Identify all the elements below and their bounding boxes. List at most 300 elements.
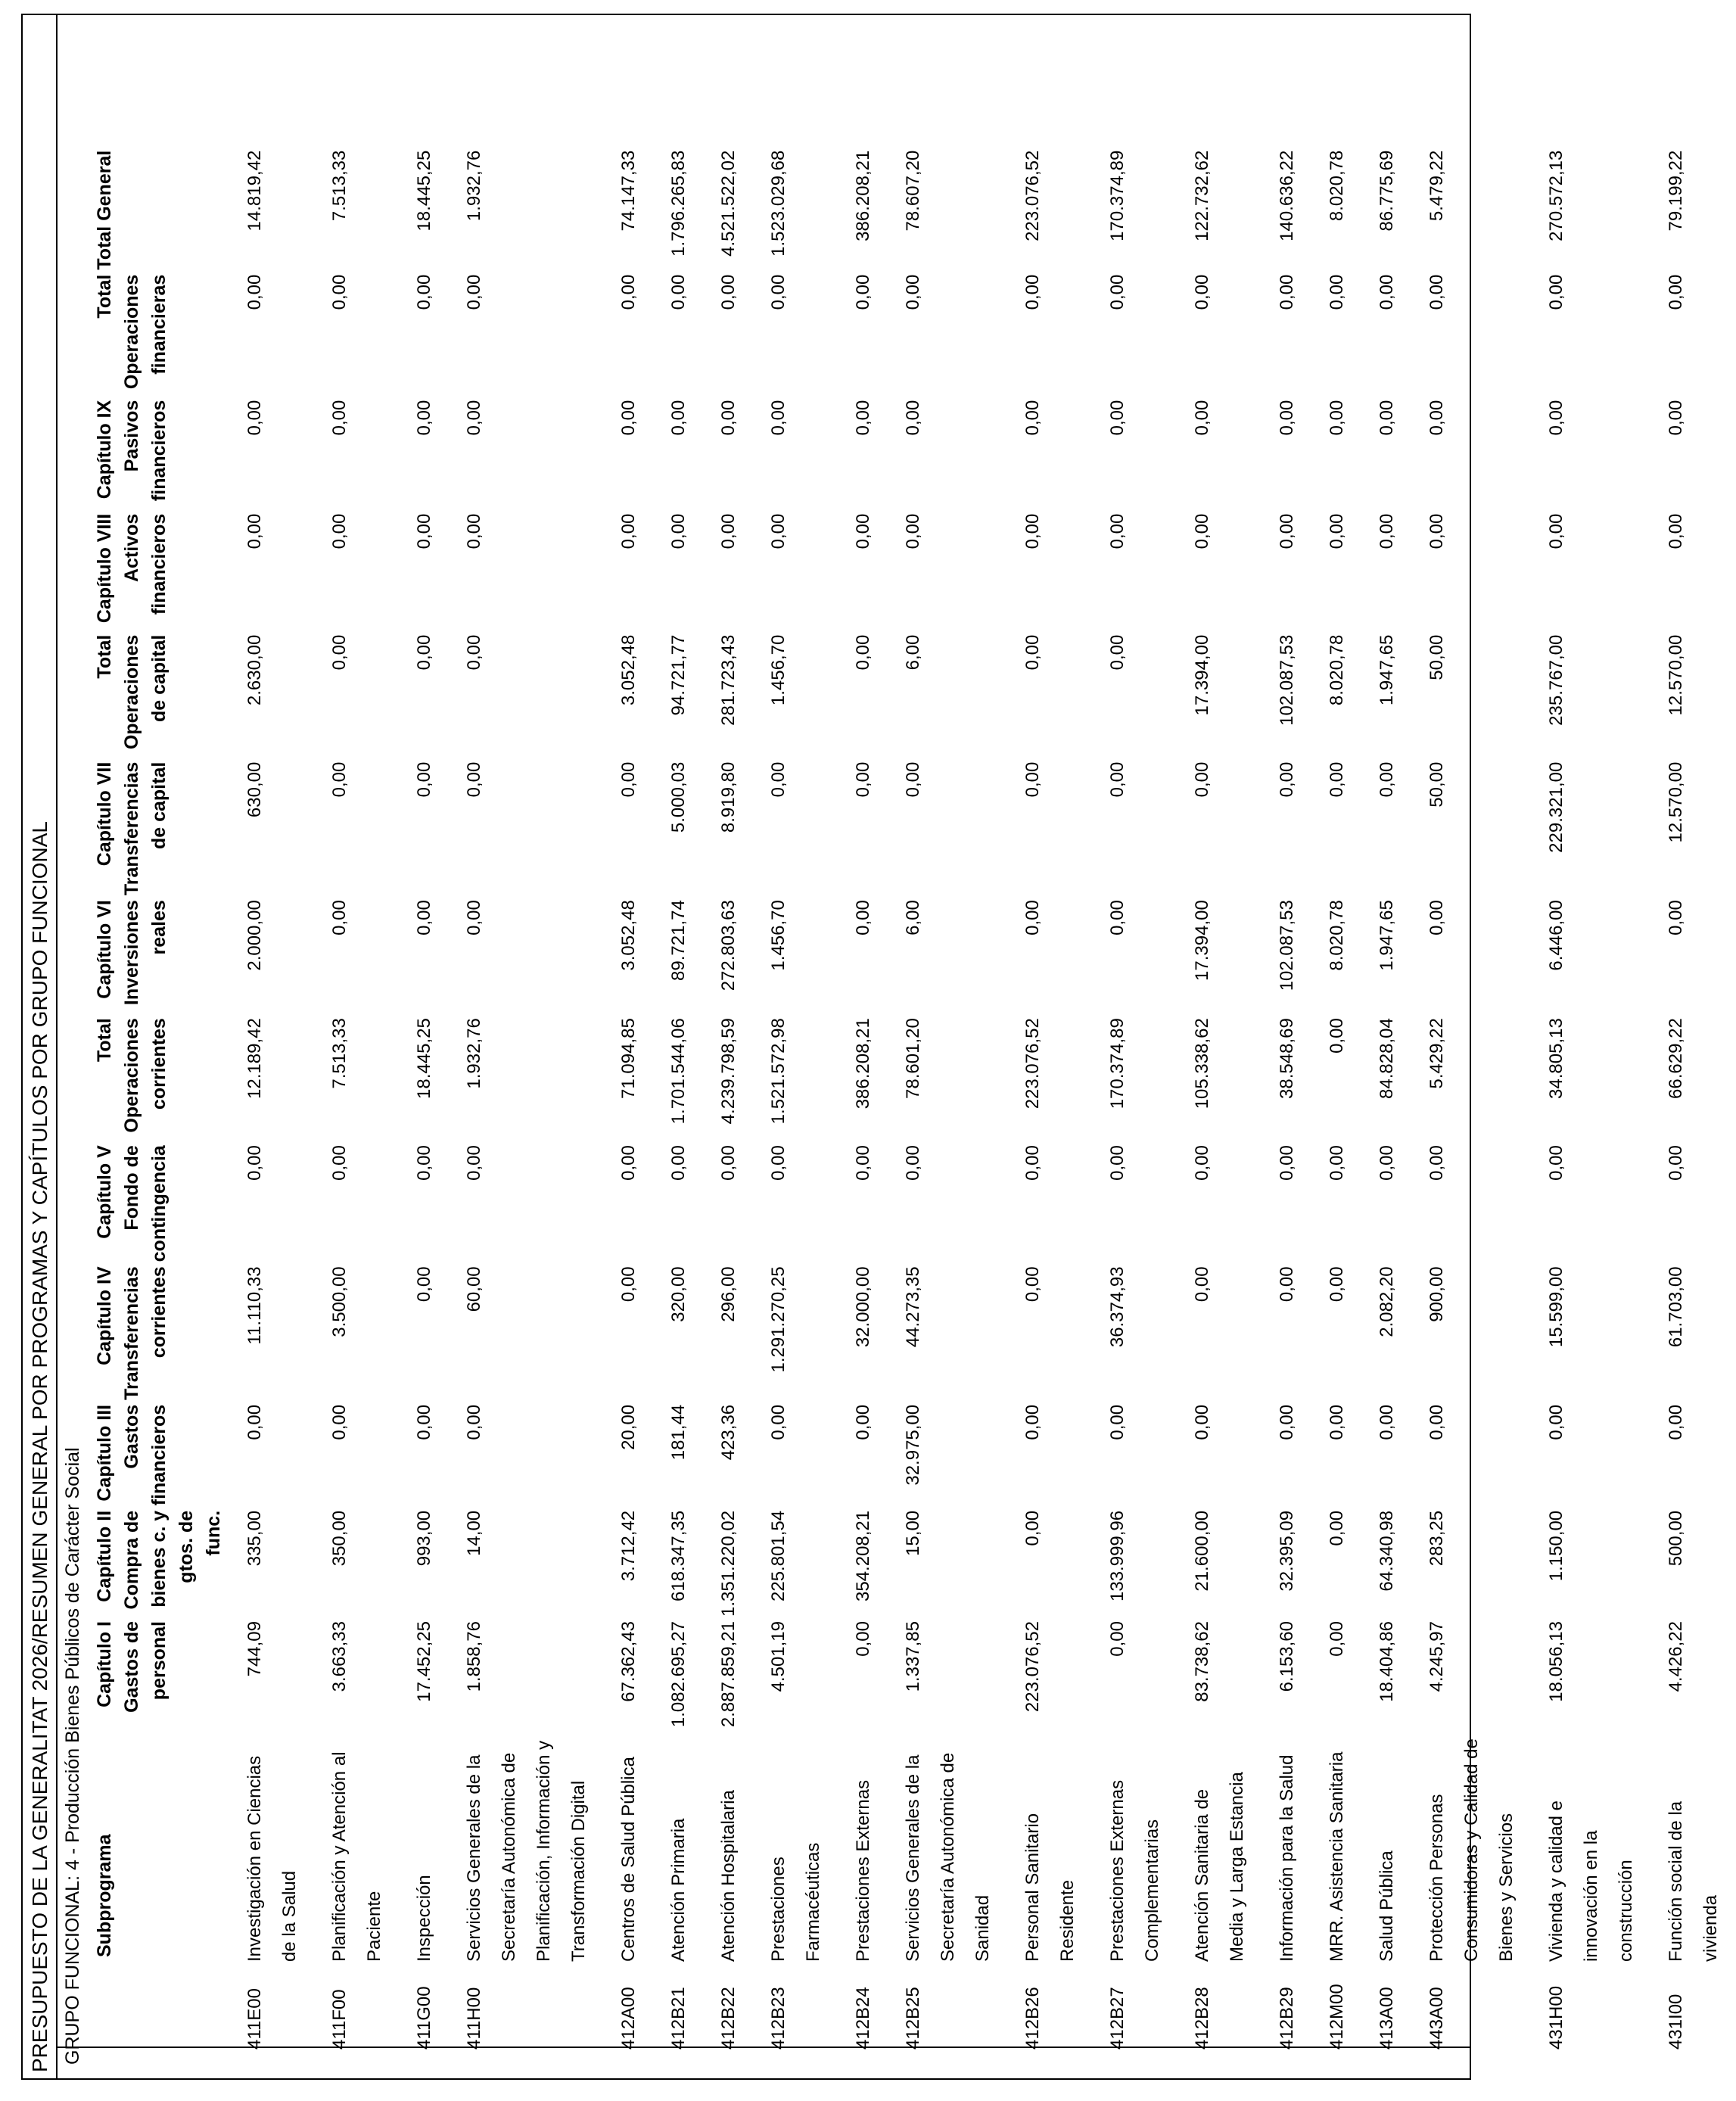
table-body <box>230 146 1736 2063</box>
table-row <box>888 146 1008 2063</box>
amount-cell: 1.932,76 <box>464 150 484 222</box>
amount-cell: 67.362,43 <box>618 1621 639 1702</box>
subprogram-code: 412A00 <box>618 1987 639 2050</box>
amount-cell: 0,00 <box>1426 400 1447 436</box>
subprogram-code: 412B25 <box>903 1987 923 2050</box>
amount-cell: 1.082.695,27 <box>668 1621 689 1728</box>
subprogram-name: Protección Personas Consumidoras y Calidad de Bienes y Servicios <box>1426 1738 1517 1962</box>
amount-cell: 0,00 <box>1277 1266 1297 1303</box>
amount-cell: 281.723,43 <box>718 634 739 726</box>
amount-cell: 3.052,48 <box>618 634 639 706</box>
subprogram-name: Planificación y Atención al Paciente <box>329 1751 384 1962</box>
amount-cell: 0,00 <box>1022 634 1043 671</box>
table-row <box>230 146 315 2063</box>
amount-cell: 0,00 <box>1192 1266 1212 1303</box>
amount-cell: 3.712,42 <box>618 1510 639 1582</box>
amount-cell: 0,00 <box>329 400 350 436</box>
amount-cell: 335,00 <box>244 1510 265 1567</box>
subprogram-code: 411G00 <box>414 1986 434 2050</box>
amount-cell: 0,00 <box>1192 274 1212 310</box>
amount-cell: 1.947,65 <box>1377 634 1397 706</box>
amount-cell: 0,00 <box>618 513 639 549</box>
amount-cell: 32.975,00 <box>903 1404 923 1486</box>
amount-cell: 15.599,00 <box>1546 1266 1566 1348</box>
amount-cell: 105.338,62 <box>1192 1018 1212 1110</box>
table-row <box>1651 146 1736 2063</box>
amount-cell: 0,00 <box>1426 274 1447 310</box>
amount-cell: 0,00 <box>1327 1018 1347 1054</box>
amount-cell: 0,00 <box>618 761 639 798</box>
subprogram-name: MRR. Asistencia Sanitaria <box>1327 1751 1347 1962</box>
amount-cell: 4.501,19 <box>768 1621 789 1692</box>
amount-cell: 0,00 <box>1666 900 1686 935</box>
subprogram-code: 411H00 <box>464 1987 484 2050</box>
amount-cell: 386.208,21 <box>853 150 873 241</box>
amount-cell: 15,00 <box>903 1510 923 1556</box>
amount-cell: 0,00 <box>244 513 265 549</box>
header-total-financieras: Total Operaciones financieras <box>94 274 170 390</box>
amount-cell: 0,00 <box>1192 1404 1212 1440</box>
header-cap6: Capítulo VI Inversiones reales <box>94 900 170 1006</box>
table-row <box>838 146 888 2063</box>
amount-cell: 320,00 <box>668 1266 689 1322</box>
header-cap3: Capítulo III Gastos financieros <box>94 1404 170 1506</box>
header-cap1: Capítulo I Gastos de personal <box>94 1621 170 1713</box>
amount-cell: 993,00 <box>414 1510 434 1567</box>
amount-cell: 272.803,63 <box>718 900 739 991</box>
amount-cell: 0,00 <box>1022 761 1043 798</box>
header-subprograma: Subprograma <box>94 1834 115 1957</box>
amount-cell: 0,00 <box>618 400 639 436</box>
table-row <box>704 146 754 2063</box>
subprogram-name: Servicios Generales de la Secretaría Autonómica de Planificación, Información y Transformación Digital <box>464 1740 589 1962</box>
amount-cell: 270.572,13 <box>1546 150 1566 241</box>
table-row <box>1532 146 1651 2063</box>
amount-cell: 0,00 <box>618 274 639 310</box>
amount-cell: 0,00 <box>1022 513 1043 549</box>
amount-cell: 0,00 <box>1426 1404 1447 1440</box>
amount-cell: 0,00 <box>464 1145 484 1181</box>
amount-cell: 229.321,00 <box>1546 761 1566 853</box>
amount-cell: 36.374,93 <box>1107 1266 1128 1348</box>
amount-cell: 0,00 <box>1327 1145 1347 1181</box>
amount-cell: 0,00 <box>853 274 873 310</box>
table-row <box>654 146 704 2063</box>
amount-cell: 8.919,80 <box>718 761 739 833</box>
amount-cell: 0,00 <box>414 900 434 935</box>
amount-cell: 0,00 <box>1666 274 1686 310</box>
subprogram-code: 411E00 <box>244 1988 265 2050</box>
amount-cell: 8.020,78 <box>1327 900 1347 971</box>
amount-cell: 0,00 <box>1022 1404 1043 1440</box>
amount-cell: 0,00 <box>618 1266 639 1303</box>
amount-cell: 0,00 <box>414 1404 434 1440</box>
amount-cell: 0,00 <box>1107 274 1128 310</box>
amount-cell: 0,00 <box>414 1266 434 1303</box>
amount-cell: 0,00 <box>718 274 739 310</box>
amount-cell: 0,00 <box>853 1404 873 1440</box>
amount-cell: 1.932,76 <box>464 1018 484 1089</box>
amount-cell: 0,00 <box>1327 513 1347 549</box>
amount-cell: 2.630,00 <box>244 634 265 706</box>
subprogram-name: Servicios Generales de la Secretaría Autonómica de Sanidad <box>903 1752 993 1962</box>
amount-cell: 94.721,77 <box>668 634 689 716</box>
header-cap4: Capítulo IV Transferencias corrientes <box>94 1266 170 1400</box>
amount-cell: 79.199,22 <box>1666 150 1686 232</box>
amount-cell: 64.340,98 <box>1377 1510 1397 1592</box>
amount-cell: 0,00 <box>1192 1145 1212 1181</box>
amount-cell: 0,00 <box>1022 400 1043 436</box>
subprogram-name: Personal Sanitario Residente <box>1022 1813 1078 1962</box>
amount-cell: 38.548,69 <box>1277 1018 1297 1099</box>
amount-cell: 6.153,60 <box>1277 1621 1297 1692</box>
header-total-corrientes: Total Operaciones corrientes <box>94 1018 170 1133</box>
table-row <box>1362 146 1412 2063</box>
amount-cell: 0,00 <box>718 1145 739 1181</box>
amount-cell: 6,00 <box>903 634 923 671</box>
subprogram-code: 412B22 <box>718 1987 739 2050</box>
amount-cell: 223.076,52 <box>1022 1621 1043 1713</box>
amount-cell: 84.828,04 <box>1377 1018 1397 1099</box>
amount-cell: 0,00 <box>1546 1404 1566 1440</box>
amount-cell: 0,00 <box>768 400 789 436</box>
amount-cell: 0,00 <box>903 1145 923 1181</box>
table-row <box>604 146 654 2063</box>
amount-cell: 0,00 <box>1377 274 1397 310</box>
amount-cell: 0,00 <box>464 900 484 935</box>
amount-cell: 71.094,85 <box>618 1018 639 1099</box>
amount-cell: 60,00 <box>464 1266 484 1312</box>
amount-cell: 0,00 <box>414 400 434 436</box>
amount-cell: 0,00 <box>1377 513 1397 549</box>
amount-cell: 3.663,33 <box>329 1621 350 1692</box>
subprogram-code: 412M00 <box>1327 1984 1347 2050</box>
amount-cell: 74.147,33 <box>618 150 639 232</box>
amount-cell: 500,00 <box>1666 1510 1686 1567</box>
amount-cell: 5.479,22 <box>1426 150 1447 222</box>
amount-cell: 0,00 <box>329 1404 350 1440</box>
amount-cell: 0,00 <box>464 634 484 671</box>
amount-cell: 0,00 <box>668 513 689 549</box>
amount-cell: 78.601,20 <box>903 1018 923 1099</box>
amount-cell: 0,00 <box>1022 1510 1043 1546</box>
amount-cell: 83.738,62 <box>1192 1621 1212 1702</box>
amount-cell: 0,00 <box>1107 1404 1128 1440</box>
amount-cell: 0,00 <box>768 1145 789 1181</box>
amount-cell: 1.456,70 <box>768 634 789 706</box>
header-total-capital: Total Operaciones de capital <box>94 634 170 750</box>
amount-cell: 2.887.859,21 <box>718 1621 739 1728</box>
amount-cell: 0,00 <box>1022 274 1043 310</box>
amount-cell: 0,00 <box>903 513 923 549</box>
table-row <box>1312 146 1362 2063</box>
subprogram-code: 412B23 <box>768 1987 789 2050</box>
amount-cell: 0,00 <box>464 513 484 549</box>
amount-cell: 1.291.270,25 <box>768 1266 789 1373</box>
amount-cell: 223.076,52 <box>1022 1018 1043 1110</box>
amount-cell: 21.600,00 <box>1192 1510 1212 1592</box>
amount-cell: 102.087,53 <box>1277 634 1297 726</box>
amount-cell: 0,00 <box>1022 1266 1043 1303</box>
amount-cell: 122.732,62 <box>1192 150 1212 241</box>
table-row <box>450 146 604 2063</box>
amount-cell: 17.452,25 <box>414 1621 434 1702</box>
subprogram-name: Vivienda y calidad e innovación en la construcción <box>1546 1800 1636 1962</box>
amount-cell: 6,00 <box>903 900 923 935</box>
amount-cell: 0,00 <box>1107 513 1128 549</box>
table-row <box>754 146 838 2063</box>
amount-cell: 12.570,00 <box>1666 634 1686 716</box>
amount-cell: 0,00 <box>853 900 873 935</box>
amount-cell: 0,00 <box>853 513 873 549</box>
amount-cell: 12.570,00 <box>1666 761 1686 843</box>
amount-cell: 5.000,03 <box>668 761 689 833</box>
amount-cell: 4.245,97 <box>1426 1621 1447 1692</box>
amount-cell: 0,00 <box>1426 1145 1447 1181</box>
amount-cell: 0,00 <box>1107 634 1128 671</box>
subprogram-code: 411F00 <box>329 1989 350 2050</box>
amount-cell: 1.523.029,68 <box>768 150 789 257</box>
table-row <box>1178 146 1262 2063</box>
amount-cell: 17.394,00 <box>1192 634 1212 716</box>
subprogram-name: Centros de Salud Pública <box>618 1757 639 1962</box>
amount-cell: 18.445,25 <box>414 1018 434 1099</box>
amount-cell: 8.020,78 <box>1327 150 1347 222</box>
amount-cell: 296,00 <box>718 1266 739 1322</box>
amount-cell: 0,00 <box>1327 761 1347 798</box>
amount-cell: 18.445,25 <box>414 150 434 232</box>
amount-cell: 32.395,09 <box>1277 1510 1297 1592</box>
subprogram-code: 412B29 <box>1277 1987 1297 2050</box>
header-code <box>88 1974 230 2063</box>
amount-cell: 0,00 <box>1107 400 1128 436</box>
report-title: PRESUPUESTO DE LA GENERALITAT 2026/RESUMEN GENERAL POR PROGRAMAS Y CAPÍTULOS POR GRUPO FUNCIONAL <box>23 15 58 2078</box>
amount-cell: 181,44 <box>668 1404 689 1461</box>
amount-cell: 18.056,13 <box>1546 1621 1566 1702</box>
amount-cell: 14.819,42 <box>244 150 265 232</box>
amount-cell: 0,00 <box>853 634 873 671</box>
amount-cell: 0,00 <box>1107 1145 1128 1181</box>
subprogram-name: Atención Primaria <box>668 1818 689 1962</box>
amount-cell: 0,00 <box>1107 900 1128 935</box>
table-row <box>1412 146 1532 2063</box>
subprogram-code: 412B28 <box>1192 1987 1212 2050</box>
amount-cell: 6.446,00 <box>1546 900 1566 971</box>
amount-cell: 0,00 <box>329 274 350 310</box>
table-row <box>400 146 450 2063</box>
amount-cell: 0,00 <box>1546 513 1566 549</box>
subprogram-name: Atención Hospitalaria <box>718 1790 739 1962</box>
header-cap8: Capítulo VIII Activos financieros <box>94 513 170 624</box>
amount-cell: 225.801,54 <box>768 1510 789 1601</box>
amount-cell: 0,00 <box>1192 761 1212 798</box>
amount-cell: 0,00 <box>1426 900 1447 935</box>
amount-cell: 32.000,00 <box>853 1266 873 1348</box>
subprogram-code: 412B24 <box>853 1987 873 2050</box>
amount-cell: 0,00 <box>668 400 689 436</box>
amount-cell: 0,00 <box>1546 274 1566 310</box>
amount-cell: 0,00 <box>1546 400 1566 436</box>
table-row <box>1008 146 1093 2063</box>
subprogram-name: Prestaciones Externas <box>853 1779 873 1962</box>
subprogram-name: Prestaciones Externas Complementarias <box>1107 1779 1162 1962</box>
amount-cell: 0,00 <box>768 513 789 549</box>
header-row <box>88 146 230 2063</box>
amount-cell: 0,00 <box>414 513 434 549</box>
table-row <box>1262 146 1312 2063</box>
amount-cell: 86.775,69 <box>1377 150 1397 232</box>
subprogram-name: Inspección <box>414 1875 434 1962</box>
amount-cell: 0,00 <box>853 400 873 436</box>
amount-cell: 14,00 <box>464 1510 484 1556</box>
amount-cell: 0,00 <box>414 274 434 310</box>
amount-cell: 0,00 <box>244 274 265 310</box>
amount-cell: 0,00 <box>1546 1145 1566 1181</box>
amount-cell: 630,00 <box>244 761 265 818</box>
amount-cell: 78.607,20 <box>903 150 923 232</box>
amount-cell: 11.110,33 <box>244 1266 265 1345</box>
amount-cell: 0,00 <box>718 400 739 436</box>
subprogram-code: 431H00 <box>1546 1985 1566 2050</box>
amount-cell: 618.347,35 <box>668 1510 689 1601</box>
amount-cell: 1.858,76 <box>464 1621 484 1692</box>
amount-cell: 0,00 <box>618 1145 639 1181</box>
amount-cell: 0,00 <box>1022 900 1043 935</box>
amount-cell: 3.500,00 <box>329 1266 350 1337</box>
amount-cell: 7.513,33 <box>329 1018 350 1089</box>
amount-cell: 133.999,96 <box>1107 1510 1128 1601</box>
amount-cell: 0,00 <box>244 1404 265 1440</box>
amount-cell: 0,00 <box>718 513 739 549</box>
amount-cell: 0,00 <box>1277 513 1297 549</box>
amount-cell: 0,00 <box>1327 400 1347 436</box>
amount-cell: 0,00 <box>1666 1404 1686 1440</box>
subprogram-code: 412B26 <box>1022 1987 1043 2050</box>
amount-cell: 4.426,22 <box>1666 1621 1686 1692</box>
amount-cell: 0,00 <box>329 900 350 935</box>
amount-cell: 0,00 <box>1666 513 1686 549</box>
subprogram-code: 431I00 <box>1666 1994 1686 2050</box>
amount-cell: 170.374,89 <box>1107 1018 1128 1110</box>
header-cap5: Capítulo V Fondo de contingencia <box>94 1145 170 1262</box>
amount-cell: 0,00 <box>768 761 789 798</box>
amount-cell: 0,00 <box>464 761 484 798</box>
amount-cell: 66.629,22 <box>1666 1018 1686 1099</box>
amount-cell: 2.082,20 <box>1377 1266 1397 1337</box>
amount-cell: 0,00 <box>329 761 350 798</box>
amount-cell: 1.521.572,98 <box>768 1018 789 1125</box>
header-total-general: Total General <box>94 150 115 270</box>
amount-cell: 0,00 <box>464 1404 484 1440</box>
amount-cell: 0,00 <box>1666 1145 1686 1181</box>
amount-cell: 0,00 <box>1277 761 1297 798</box>
amount-cell: 900,00 <box>1426 1266 1447 1322</box>
amount-cell: 7.513,33 <box>329 150 350 222</box>
amount-cell: 3.052,48 <box>618 900 639 971</box>
amount-cell: 1.701.544,06 <box>668 1018 689 1125</box>
amount-cell: 34.805,13 <box>1546 1018 1566 1099</box>
amount-cell: 0,00 <box>329 513 350 549</box>
amount-cell: 1.456,70 <box>768 900 789 971</box>
header-cap2: Capítulo II Compra de bienes c. y gtos. de func. <box>94 1510 224 1610</box>
amount-cell: 0,00 <box>1327 1621 1347 1657</box>
amount-cell: 0,00 <box>1022 1145 1043 1181</box>
amount-cell: 0,00 <box>414 634 434 671</box>
amount-cell: 0,00 <box>853 1145 873 1181</box>
amount-cell: 0,00 <box>414 761 434 798</box>
subprogram-name: Función social de la vivienda <box>1666 1801 1721 1962</box>
amount-cell: 386.208,21 <box>853 1018 873 1110</box>
amount-cell: 0,00 <box>1107 761 1128 798</box>
amount-cell: 17.394,00 <box>1192 900 1212 981</box>
amount-cell: 0,00 <box>1666 400 1686 436</box>
subprogram-code: 412B21 <box>668 1987 689 2050</box>
header-cap7: Capítulo VII Transferencias de capital <box>94 761 170 896</box>
amount-cell: 0,00 <box>1377 400 1397 436</box>
amount-cell: 0,00 <box>414 1145 434 1181</box>
amount-cell: 12.189,42 <box>244 1018 265 1099</box>
header-cap9: Capítulo IX Pasivos financieros <box>94 400 170 502</box>
amount-cell: 744,09 <box>244 1621 265 1677</box>
amount-cell: 0,00 <box>1327 1404 1347 1440</box>
amount-cell: 170.374,89 <box>1107 150 1128 241</box>
amount-cell: 0,00 <box>853 761 873 798</box>
amount-cell: 0,00 <box>1426 513 1447 549</box>
subprogram-name: Atención Sanitaria de Media y Larga Estancia <box>1192 1772 1247 1962</box>
amount-cell: 18.404,86 <box>1377 1621 1397 1702</box>
amount-cell: 0,00 <box>464 274 484 310</box>
amount-cell: 0,00 <box>1277 1404 1297 1440</box>
subprogram-code: 413A00 <box>1377 1987 1397 2050</box>
amount-cell: 0,00 <box>903 400 923 436</box>
amount-cell: 0,00 <box>903 274 923 310</box>
amount-cell: 0,00 <box>244 400 265 436</box>
amount-cell: 44.273,35 <box>903 1266 923 1348</box>
report-frame <box>21 14 1721 2080</box>
amount-cell: 0,00 <box>329 1145 350 1181</box>
amount-cell: 423,36 <box>718 1404 739 1461</box>
amount-cell: 20,00 <box>618 1404 639 1450</box>
amount-cell: 0,00 <box>1277 274 1297 310</box>
amount-cell: 89.721,74 <box>668 900 689 981</box>
amount-cell: 0,00 <box>1277 1145 1297 1181</box>
amount-cell: 5.429,22 <box>1426 1018 1447 1089</box>
amount-cell: 102.087,53 <box>1277 900 1297 991</box>
amount-cell: 8.020,78 <box>1327 634 1347 706</box>
subprogram-name: Salud Pública <box>1377 1850 1397 1962</box>
subprogram-name: Investigación en Ciencias de la Salud <box>244 1755 300 1962</box>
subprogram-name: Información para la Salud <box>1277 1754 1297 1962</box>
amount-cell: 4.521.522,02 <box>718 150 739 257</box>
amount-cell: 0,00 <box>244 1145 265 1181</box>
subprogram-code: 443A00 <box>1426 1987 1447 2050</box>
amount-cell: 223.076,52 <box>1022 150 1043 241</box>
amount-cell: 1.947,65 <box>1377 900 1397 971</box>
amount-cell: 50,00 <box>1426 761 1447 808</box>
amount-cell: 0,00 <box>668 274 689 310</box>
amount-cell: 50,00 <box>1426 634 1447 680</box>
amount-cell: 0,00 <box>1192 400 1212 436</box>
table-row <box>315 146 400 2063</box>
amount-cell: 0,00 <box>768 1404 789 1440</box>
amount-cell: 4.239.798,59 <box>718 1018 739 1125</box>
budget-table <box>88 146 1736 2063</box>
amount-cell: 0,00 <box>464 400 484 436</box>
amount-cell: 0,00 <box>1327 274 1347 310</box>
amount-cell: 61.703,00 <box>1666 1266 1686 1348</box>
subprogram-code: 412B27 <box>1107 1987 1128 2050</box>
amount-cell: 0,00 <box>853 1621 873 1657</box>
